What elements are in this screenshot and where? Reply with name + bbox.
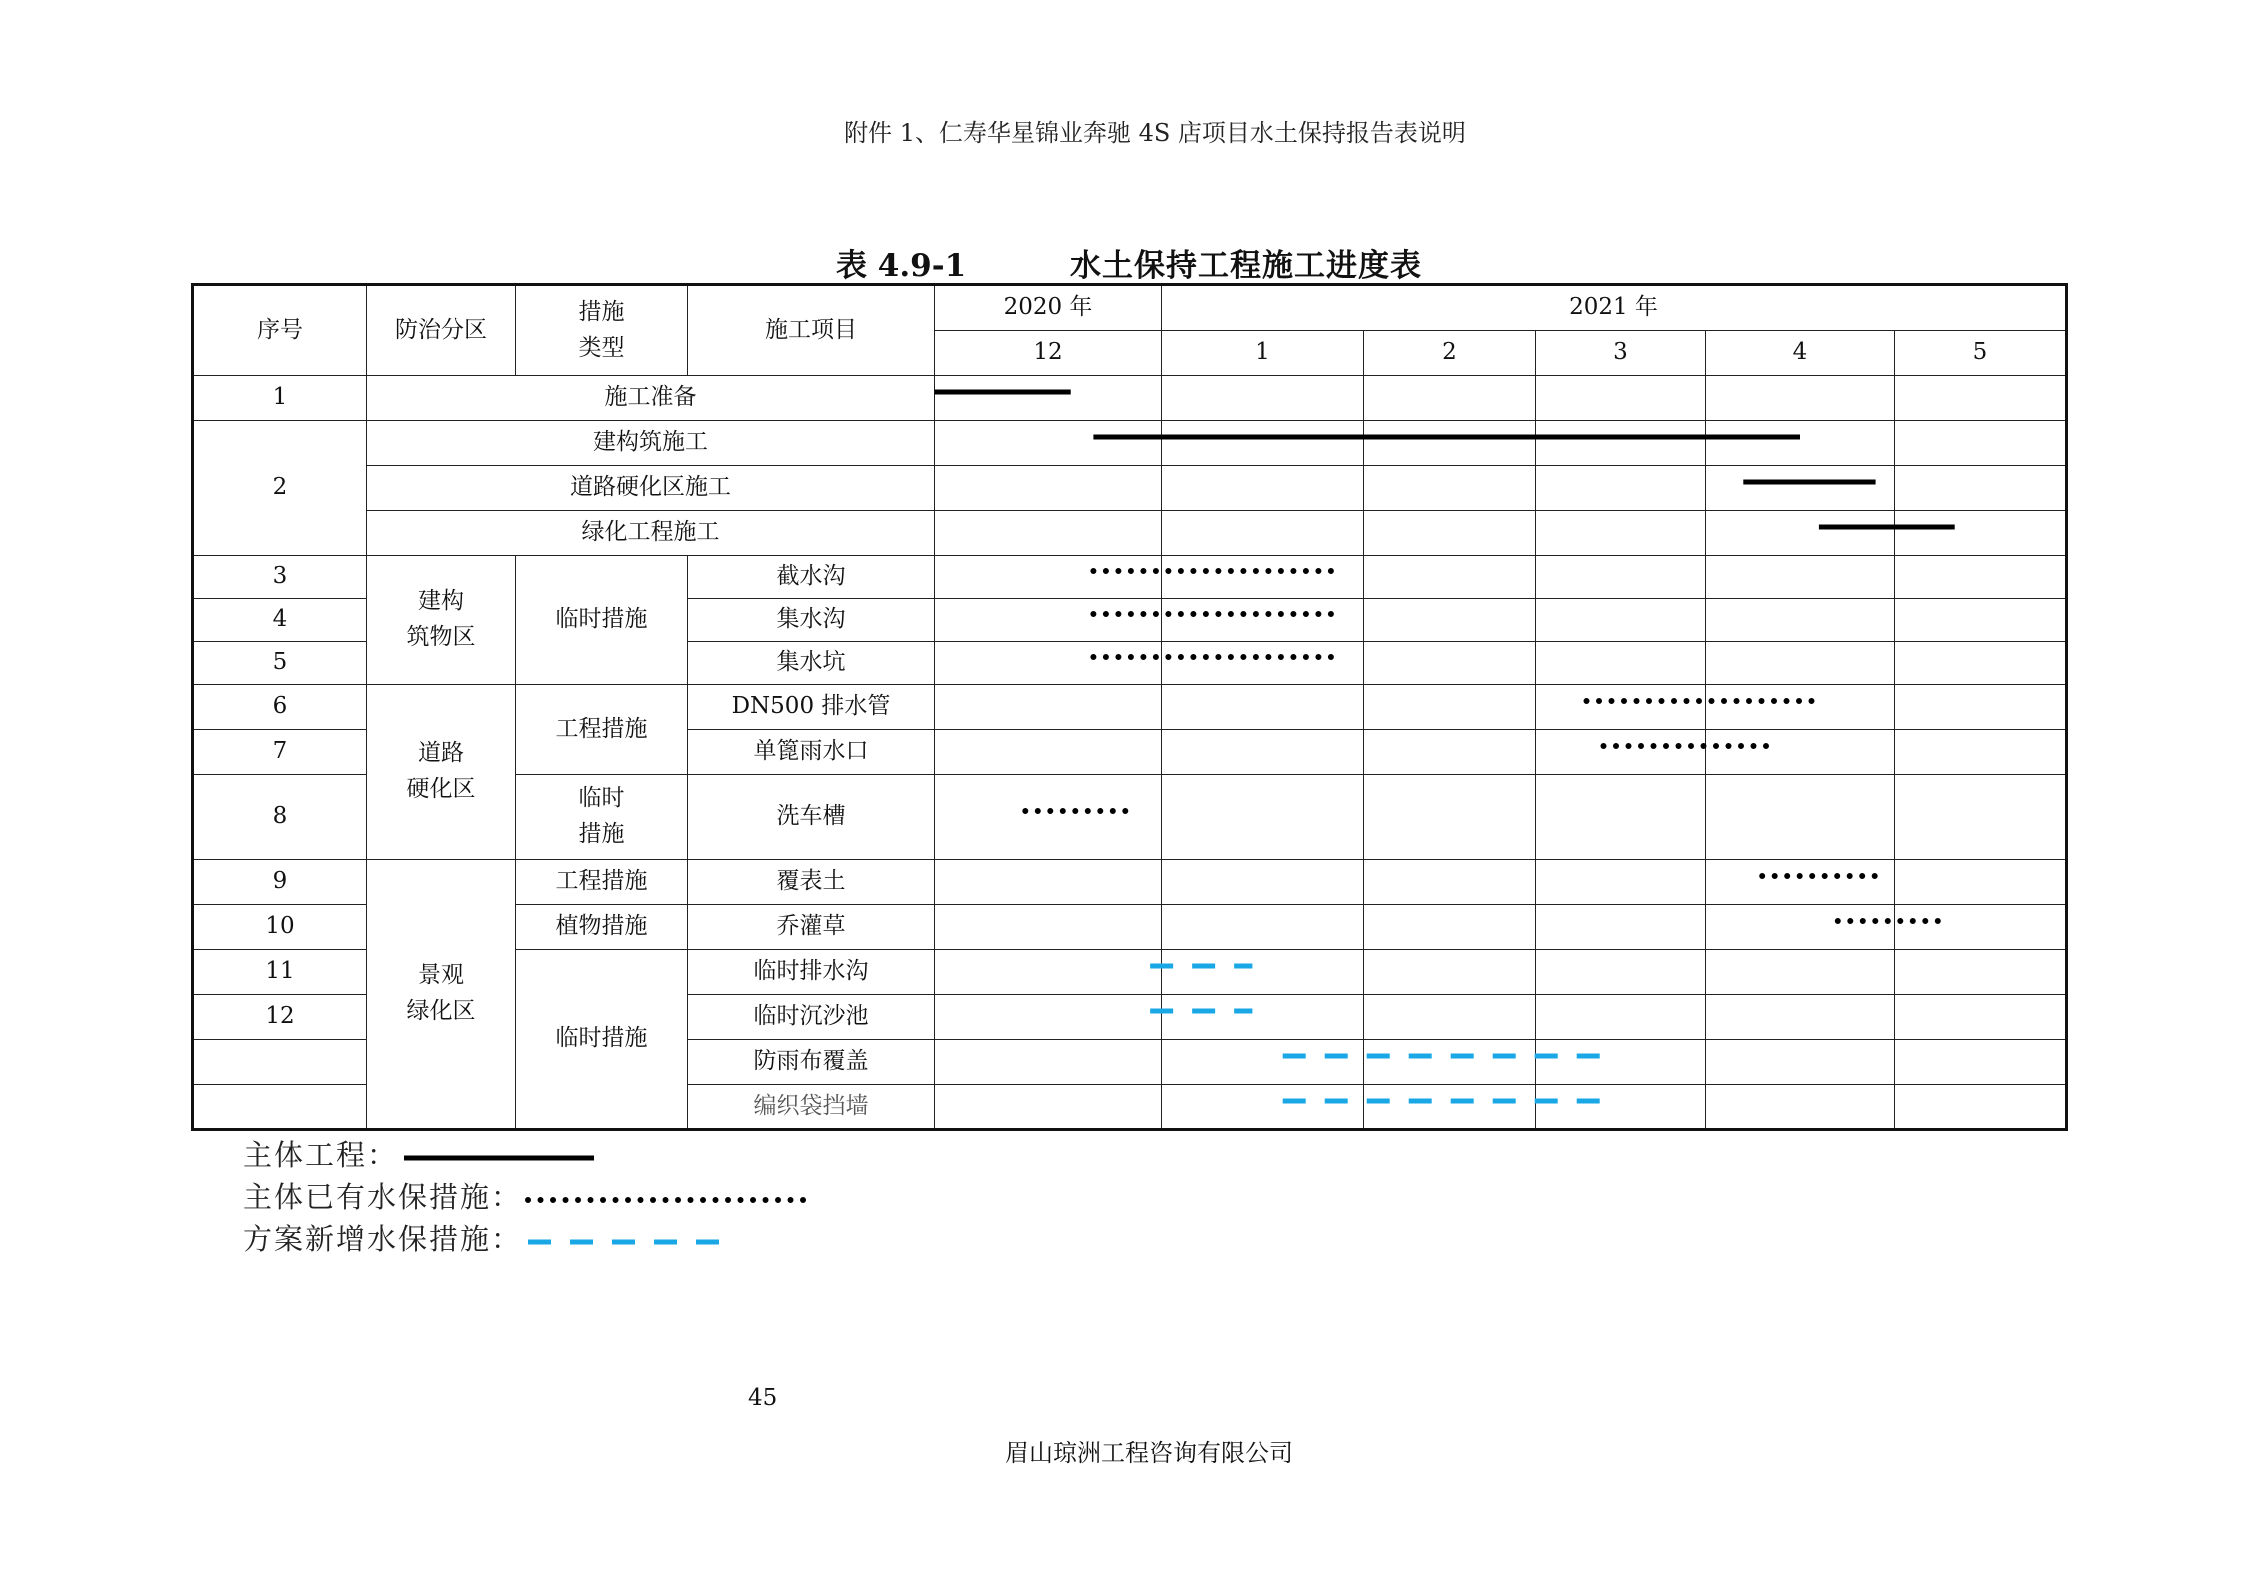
zone-line1: 道路	[418, 740, 464, 767]
table-title: 水土保持工程施工进度表	[1070, 248, 1422, 284]
row-seq: 1	[193, 376, 367, 421]
header-type-line1: 措施	[578, 298, 625, 325]
zone-cell	[367, 556, 516, 685]
type-cell	[516, 775, 688, 860]
header-seq: 序号	[193, 285, 367, 376]
header-item: 施工项目	[688, 285, 935, 376]
page-number: 45	[748, 1385, 778, 1411]
row-item: 施工准备	[367, 376, 935, 421]
zone-line2: 筑物区	[406, 624, 476, 650]
table-row	[193, 556, 2067, 599]
row-seq: 8	[193, 775, 367, 860]
table-row	[193, 511, 2067, 556]
row-item: DN500 排水管	[688, 685, 935, 730]
row-seq: 5	[193, 642, 367, 685]
table-row	[193, 860, 2067, 905]
zone-line2: 绿化区	[406, 998, 476, 1024]
row-item: 道路硬化区施工	[367, 466, 935, 511]
row-seq: 12	[193, 995, 367, 1040]
schedule-table	[191, 283, 2068, 1131]
row-item: 临时排水沟	[688, 950, 935, 995]
row-item: 集水坑	[688, 642, 935, 685]
month-2: 2	[1364, 331, 1536, 376]
legend-main-works	[243, 1133, 398, 1174]
row-seq: 4	[193, 599, 367, 642]
table-caption	[0, 240, 2245, 284]
month-1: 1	[1162, 331, 1364, 376]
table-row	[193, 685, 2067, 730]
type-cell: 工程措施	[516, 860, 688, 905]
table-row	[193, 376, 2067, 421]
row-item: 临时沉沙池	[688, 995, 935, 1040]
row-seq: 2	[193, 421, 367, 556]
row-seq: 3	[193, 556, 367, 599]
type-cell: 临时措施	[516, 950, 688, 1130]
header-type-line2: 类型	[578, 334, 625, 361]
row-item: 绿化工程施工	[367, 511, 935, 556]
month-3: 3	[1536, 331, 1706, 376]
header-type	[516, 285, 688, 376]
type-line1: 临时	[578, 785, 625, 812]
row-item: 覆表土	[688, 860, 935, 905]
zone-cell	[367, 860, 516, 1130]
legend-existing-measures	[243, 1175, 522, 1216]
zone-line1: 建构	[418, 588, 464, 615]
legend-label: 方案新增水保措施：	[243, 1222, 523, 1256]
header-year-2021: 2021 年	[1162, 285, 2067, 331]
row-item: 单篦雨水口	[688, 730, 935, 775]
row-item: 建构筑施工	[367, 421, 935, 466]
zone-cell	[367, 685, 516, 860]
type-cell: 工程措施	[516, 685, 688, 775]
row-seq: 6	[193, 685, 367, 730]
zone-line1: 景观	[418, 962, 464, 989]
table-row	[193, 466, 2067, 511]
header-zone: 防治分区	[367, 285, 516, 376]
month-5: 5	[1895, 331, 2067, 376]
row-seq: 11	[193, 950, 367, 995]
page-footer: 眉山琼洲工程咨询有限公司	[1005, 1439, 1293, 1467]
row-item: 防雨布覆盖	[688, 1040, 935, 1085]
row-seq	[193, 1085, 367, 1130]
row-seq: 10	[193, 905, 367, 950]
row-seq: 7	[193, 730, 367, 775]
table-row	[193, 421, 2067, 466]
type-line2: 措施	[578, 821, 625, 847]
month-12: 12	[935, 331, 1162, 376]
row-item: 乔灌草	[688, 905, 935, 950]
row-item: 编织袋挡墙	[688, 1085, 935, 1130]
legend-new-measures	[243, 1217, 522, 1258]
header-year-2020: 2020 年	[935, 285, 1162, 331]
legend-label: 主体已有水保措施：	[243, 1180, 523, 1214]
month-4: 4	[1706, 331, 1895, 376]
page-header: 附件 1、仁寿华星锦业奔驰 4S 店项目水土保持报告表说明	[844, 119, 1466, 147]
table-number: 表 4.9-1	[836, 248, 967, 284]
row-item: 截水沟	[688, 556, 935, 599]
type-cell: 临时措施	[516, 556, 688, 685]
row-item: 集水沟	[688, 599, 935, 642]
row-item: 洗车槽	[688, 775, 935, 860]
legend-label: 主体工程：	[243, 1138, 399, 1172]
row-seq: 9	[193, 860, 367, 905]
type-cell: 植物措施	[516, 905, 688, 950]
zone-line2: 硬化区	[406, 776, 476, 802]
row-seq	[193, 1040, 367, 1085]
